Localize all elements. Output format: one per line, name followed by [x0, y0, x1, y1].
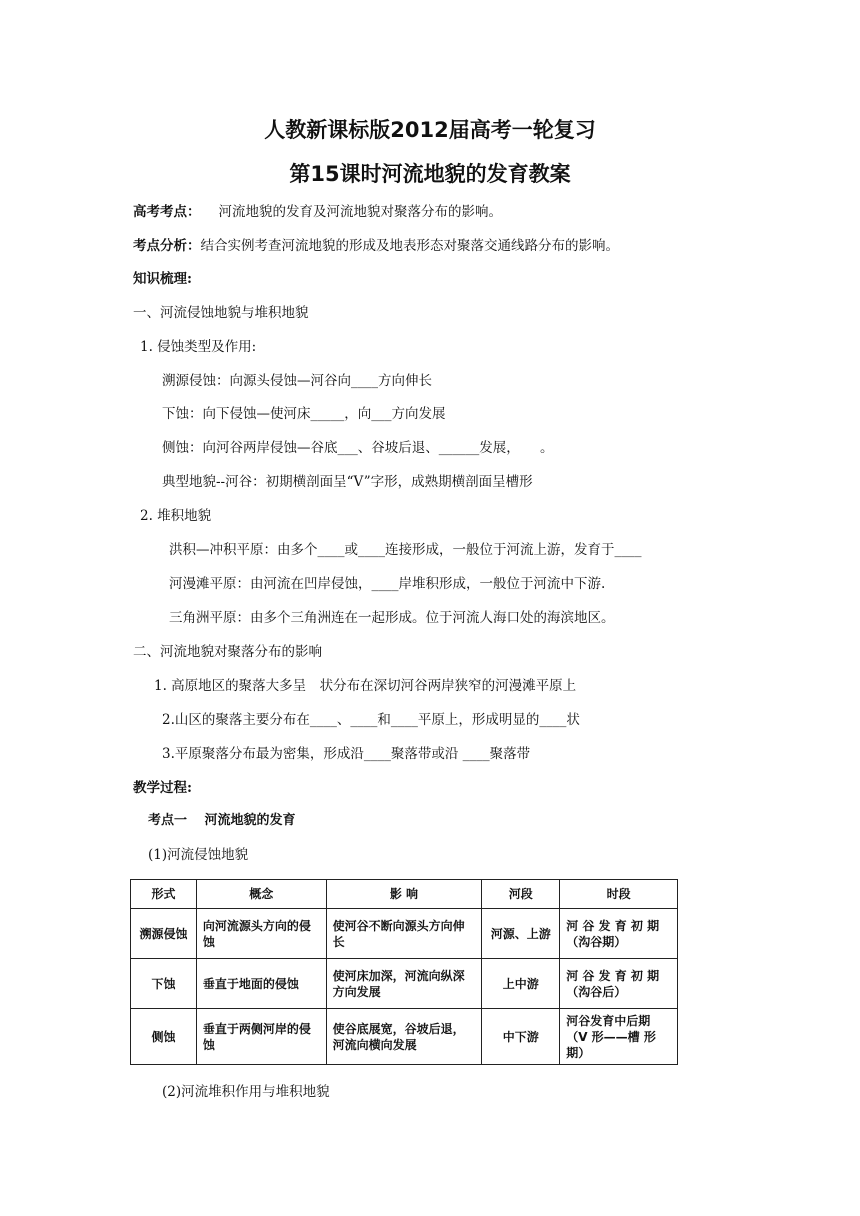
analysis-text: 结合实例考查河流地貌的形成及地表形态对聚落交通线路分布的影响。: [200, 238, 619, 254]
table-cell: 使河谷不断向源头方向伸长: [326, 909, 482, 959]
exam-points: [133, 203, 502, 221]
s2-item2: 2.山区的聚落主要分布在____、____和____平原上，形成明显的____状: [162, 712, 580, 728]
analysis-label: 考点分析：: [133, 238, 201, 254]
exam-points-text: 河流地貌的发育及河流地貌对聚落分布的影响。: [218, 204, 502, 220]
erosion-table: [130, 879, 678, 1065]
table-cell: 使河床加深，河流向纵深方向发展: [326, 959, 482, 1009]
sub-heading-erosion: (1)河流侵蚀地貌: [148, 847, 249, 863]
s2-item3: 3.平原聚落分布最为密集，形成沿____聚落带或沿 ____聚落带: [162, 746, 531, 762]
table-row: [131, 1009, 678, 1065]
table-cell: 河 谷 发 育 初 期（沟谷期）: [560, 909, 678, 959]
table-cell: 溯源侵蚀: [131, 909, 197, 959]
table-cell: 河谷发育中后期（V 形——槽 形 期）: [560, 1009, 678, 1065]
table-row: [131, 909, 678, 959]
exam-points-label: 高考考点：: [133, 204, 201, 220]
table-cell: 上中游: [482, 959, 560, 1009]
s1-item2-c: 三角洲平原：由多个三角洲连在一起形成。位于河流人海口处的海滨地区。: [169, 610, 615, 626]
s1-item1-b: 下蚀：向下侵蚀—使河床_____，向___方向发展: [162, 406, 446, 422]
s1-item1-d: 典型地貌--河谷：初期横剖面呈“V”字形，成熟期横剖面呈槽形: [162, 474, 533, 490]
s1-item2: 2. 堆积地貌: [140, 508, 212, 524]
key-point-1: 考点一 河流地貌的发育: [148, 813, 296, 828]
section1-heading: 一、河流侵蚀地貌与堆积地貌: [133, 305, 309, 321]
section2-heading: 二、河流地貌对聚落分布的影响: [133, 644, 322, 660]
document-subtitle: 第15课时河流地貌的发育教案: [289, 162, 571, 186]
s1-item1: 1. 侵蚀类型及作用:: [140, 339, 257, 355]
table-cell: 使谷底展宽，谷坡后退，河流向横向发展: [326, 1009, 482, 1065]
table-cell: 中下游: [482, 1009, 560, 1065]
header-cell: 河段: [482, 880, 560, 909]
table-cell: 河源、上游: [482, 909, 560, 959]
table-cell: 下蚀: [131, 959, 197, 1009]
table-cell: 向河流源头方向的侵蚀: [196, 909, 326, 959]
s1-item1-c: 侧蚀：向河谷两岸侵蚀—谷底___、谷坡后退、______发展， 。: [162, 440, 554, 456]
header-cell: 形式: [131, 880, 197, 909]
table-cell: 垂直于两侧河岸的侵蚀: [196, 1009, 326, 1065]
s2-item1: 1. 高原地区的聚落大多呈 状分布在深切河谷两岸狭窄的河漫滩平原上: [154, 678, 577, 694]
header-cell: 时段: [560, 880, 678, 909]
s1-item2-a: 洪积—冲积平原：由多个____或____连接形成，一般位于河流上游，发育于____: [169, 542, 642, 558]
analysis: [133, 237, 619, 255]
s1-item2-b: 河漫滩平原：由河流在凹岸侵蚀，____岸堆积形成，一般位于河流中下游.: [169, 576, 606, 592]
table-cell: 垂直于地面的侵蚀: [196, 959, 326, 1009]
table-row: [131, 959, 678, 1009]
table-header-row: [131, 880, 678, 909]
table-cell: 侧蚀: [131, 1009, 197, 1065]
knowledge-heading: 知识梳理:: [133, 271, 192, 287]
s1-item1-a: 溯源侵蚀：向源头侵蚀—河谷向____方向伸长: [162, 373, 432, 389]
sub-heading-deposition: (2)河流堆积作用与堆积地貌: [162, 1084, 330, 1100]
document-title: 人教新课标版2012届高考一轮复习: [264, 118, 596, 142]
teaching-heading: 教学过程:: [133, 780, 192, 796]
header-cell: 影 响: [326, 880, 482, 909]
header-cell: 概念: [196, 880, 326, 909]
table-cell: 河 谷 发 育 初 期（沟谷后）: [560, 959, 678, 1009]
